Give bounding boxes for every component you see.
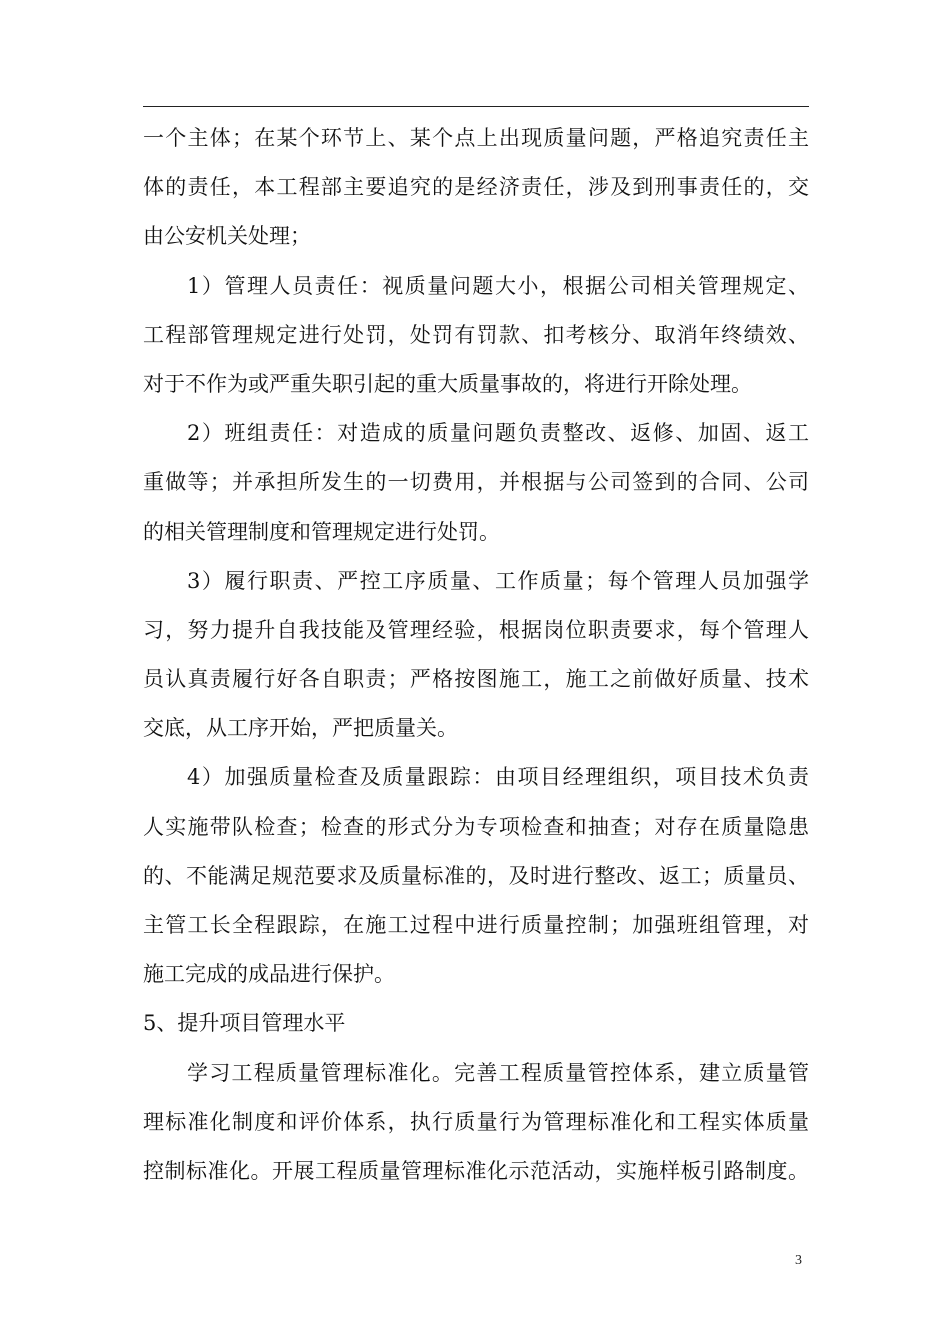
text-line: 的相关管理制度和管理规定进行处罚。 — [143, 519, 500, 544]
text-line: 理标准化制度和评价体系，执行质量行为管理标准化和工程实体质量 — [143, 1109, 809, 1134]
text-line: 习，努力提升自我技能及管理经验，根据岗位职责要求，每个管理人 — [143, 617, 809, 642]
text-line: 5、提升项目管理水平 — [143, 1011, 346, 1036]
text-line: 重做等；并承担所发生的一切费用，并根据与公司签到的合同、公司 — [143, 470, 809, 495]
text-line: 学习工程质量管理标准化。完善工程质量管控体系，建立质量管 — [187, 1060, 809, 1085]
text-line: 人实施带队检查；检查的形式分为专项检查和抽查；对存在质量隐患 — [143, 814, 809, 839]
text-line: 2）班组责任：对造成的质量问题负责整改、返修、加固、返工 — [187, 421, 809, 446]
text-line: 主管工长全程跟踪，在施工过程中进行质量控制；加强班组管理，对 — [143, 913, 809, 937]
text-line: 3）履行职责、严控工序质量、工作质量；每个管理人员加强学 — [187, 568, 809, 593]
text-line: 4）加强质量检查及质量跟踪：由项目经理组织，项目技术负责 — [187, 765, 809, 790]
text-line: 员认真责履行好各自职责；严格按图施工，施工之前做好质量、技术 — [143, 667, 809, 692]
text-line: 由公安机关处理； — [143, 224, 311, 249]
page-number: 3 — [795, 1253, 802, 1268]
text-line: 交底，从工序开始，严把质量关。 — [143, 716, 458, 741]
text-line: 控制标准化。开展工程质量管理标准化示范活动，实施样板引路制度。 — [143, 1158, 809, 1183]
text-line: 体的责任，本工程部主要追究的是经济责任，涉及到刑事责任的，交 — [143, 175, 809, 200]
text-line: 施工完成的成品进行保护。 — [143, 962, 395, 987]
text-line: 对于不作为或严重失职引起的重大质量事故的，将进行开除处理。 — [143, 371, 752, 396]
document-body — [143, 114, 809, 1196]
text-line: 1）管理人员责任：视质量问题大小，根据公司相关管理规定、 — [187, 273, 809, 298]
text-line: 工程部管理规定进行处罚，处罚有罚款、扣考核分、取消年终绩效、 — [143, 322, 809, 347]
text-line: 一个主体；在某个环节上、某个点上出现质量问题，严格追究责任主 — [143, 126, 809, 150]
header-rule — [143, 106, 809, 107]
text-line: 的、不能满足规范要求及质量标准的，及时进行整改、返工；质量员、 — [143, 863, 809, 888]
